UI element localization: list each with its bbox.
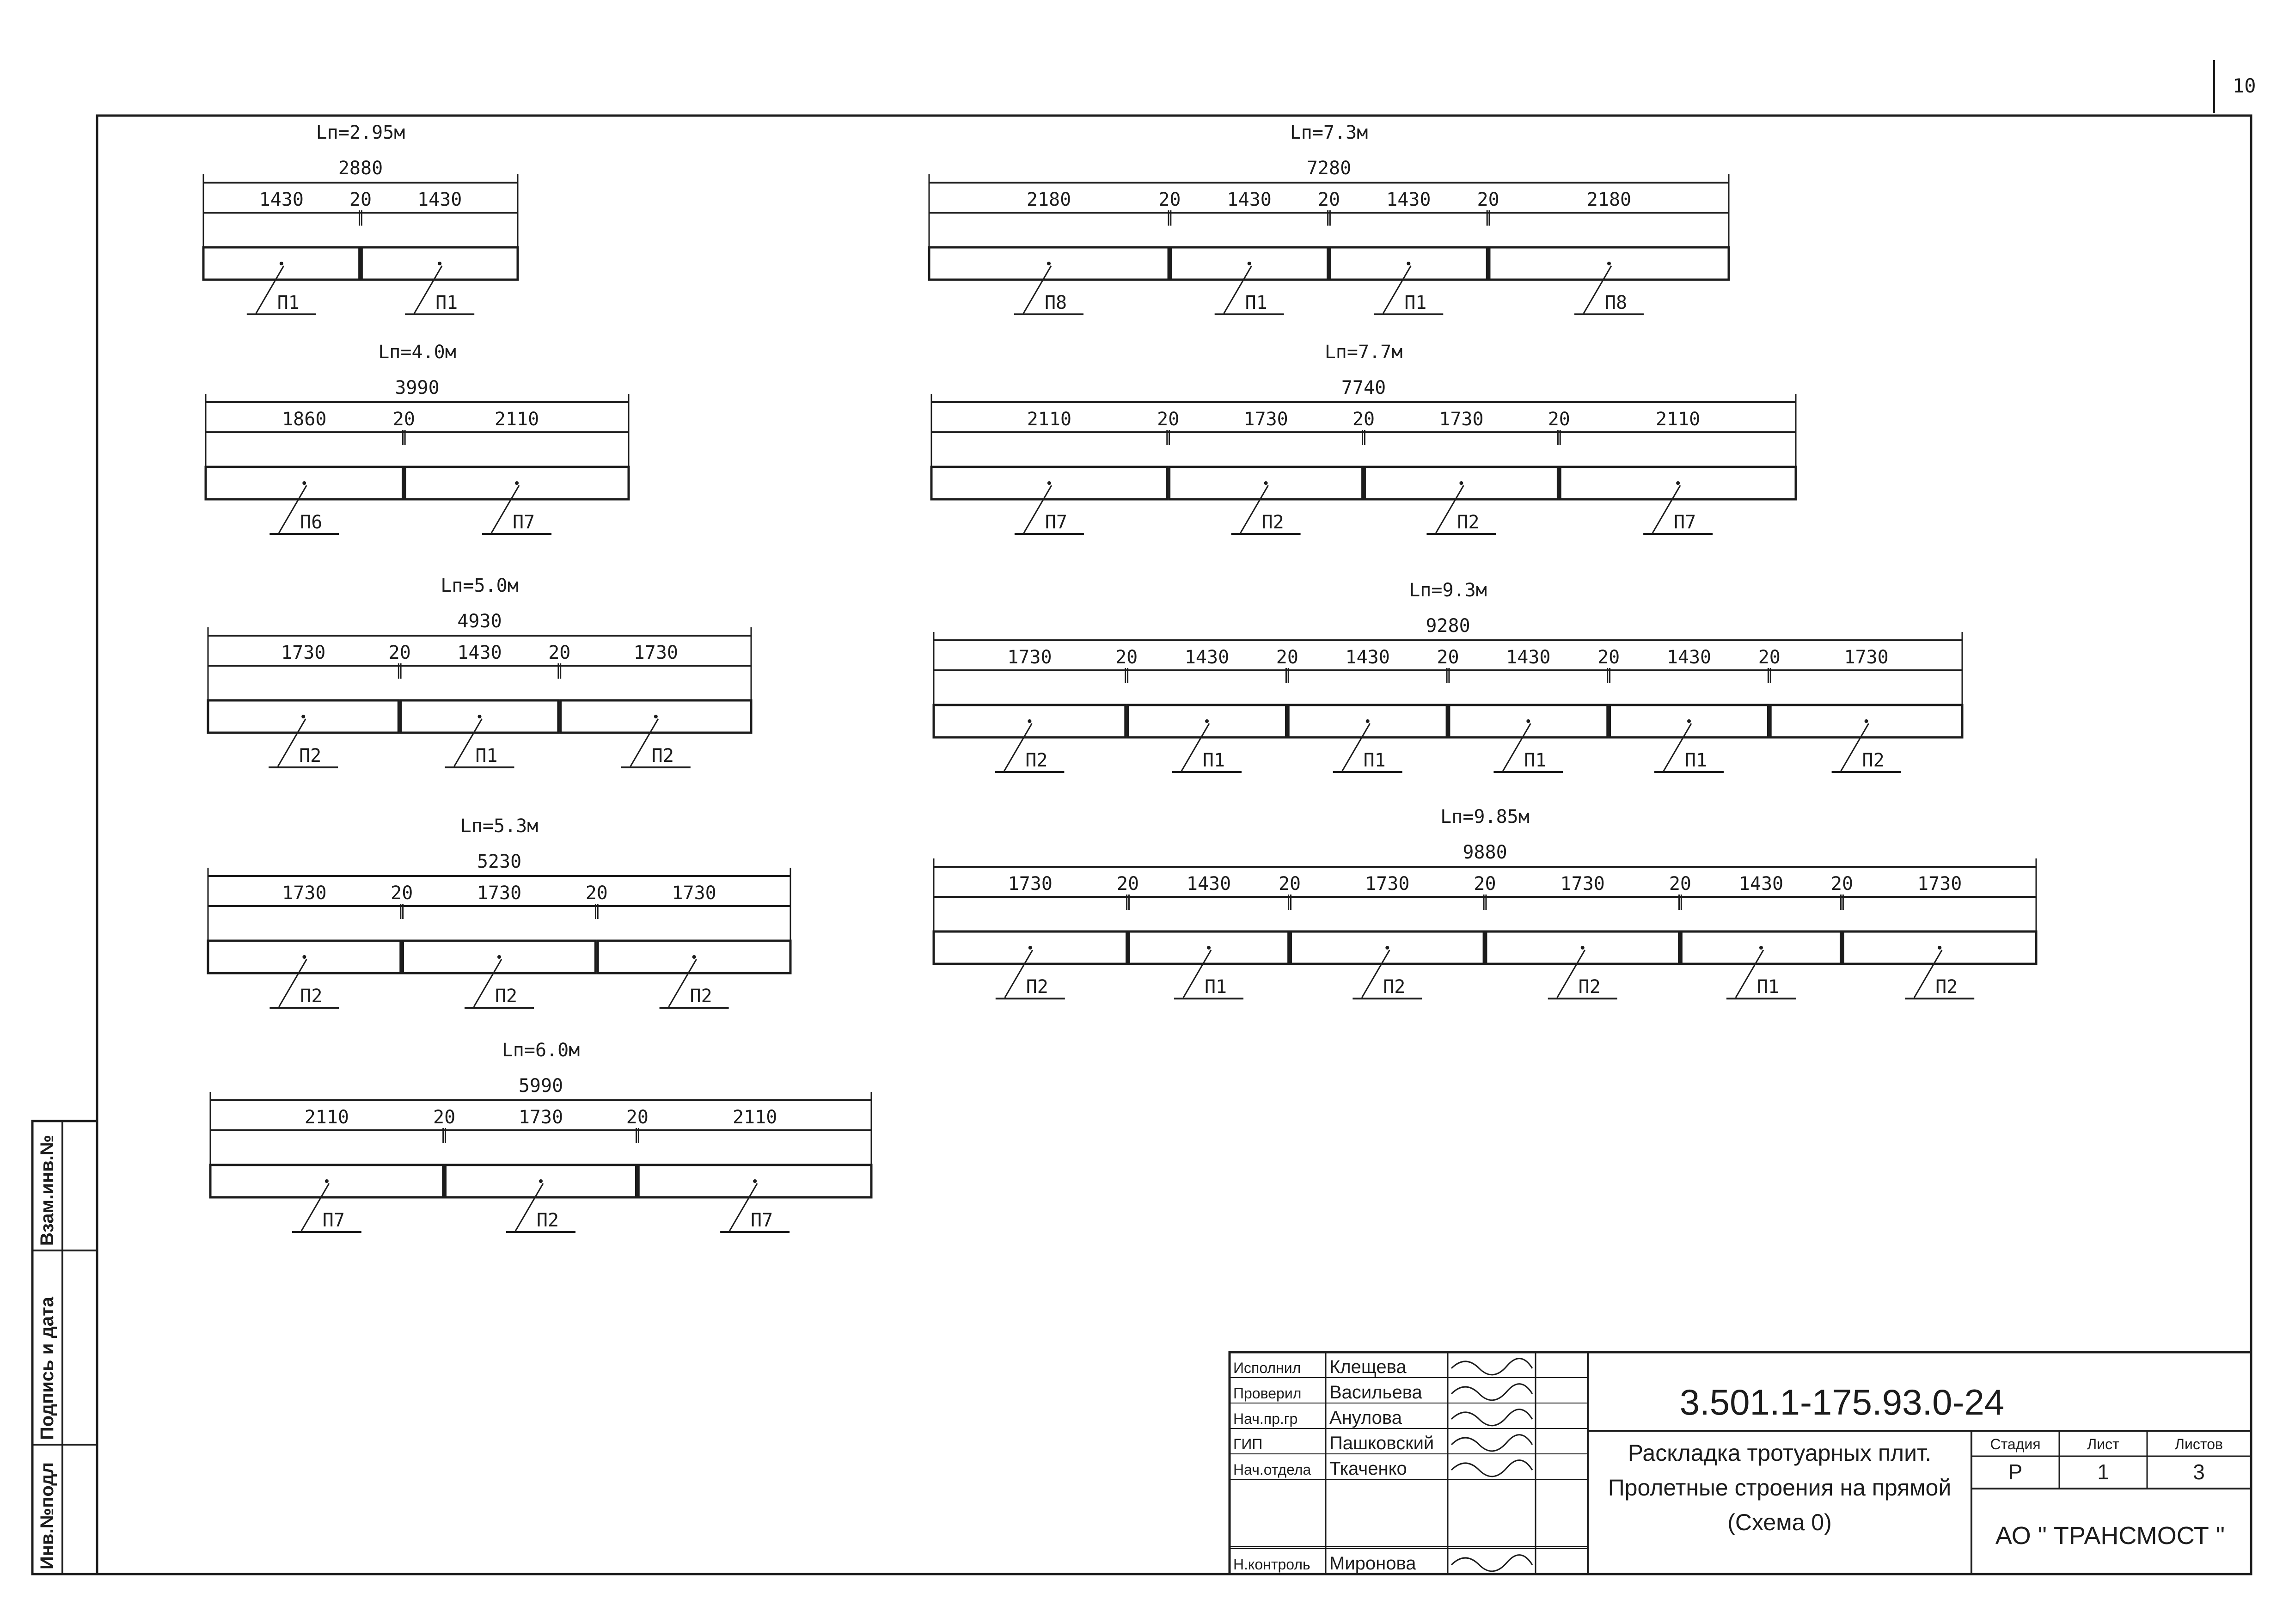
title-block-role: ГИП [1233, 1436, 1263, 1452]
slab-center-dot [1028, 946, 1032, 950]
segment-length: 2110 [1027, 409, 1072, 430]
sheet-title-line-2: Пролетные строения на прямой [1608, 1475, 1952, 1501]
total-length: 7280 [1306, 158, 1352, 179]
span-label: Lп=4.0м [378, 342, 456, 363]
sheet-label: Лист [2087, 1436, 2119, 1452]
span-label: Lп=7.7м [1324, 342, 1403, 363]
slab-center-dot [302, 955, 306, 959]
slab-center-dot [1047, 481, 1051, 485]
segment-length: 1430 [1666, 647, 1712, 668]
slab-mark: П7 [322, 1210, 345, 1231]
slab-center-dot [1607, 262, 1611, 265]
slab-mark: П1 [435, 292, 458, 313]
slab-mark: П1 [1202, 750, 1225, 771]
drawing-frame [97, 116, 2251, 1574]
slab-center-dot [515, 481, 519, 485]
sheet-title-line-1: Раскладка тротуарных плит. [1628, 1440, 1932, 1466]
span-label: Lп=5.0м [441, 575, 519, 596]
slab-mark: П1 [1363, 750, 1386, 771]
segment-length: 1430 [1184, 647, 1230, 668]
slab-mark: П2 [1457, 512, 1480, 533]
scheme-2 [208, 575, 751, 767]
slab-mark: П1 [1204, 976, 1227, 998]
segment-length: 1730 [281, 642, 326, 663]
joint-width: 20 [391, 882, 413, 904]
title-block-name: Анулова [1329, 1408, 1402, 1428]
scheme-8 [934, 806, 2036, 999]
joint-width: 20 [1352, 409, 1375, 430]
slab-center-dot [1028, 719, 1031, 723]
slab-mark: П2 [1383, 976, 1406, 998]
segment-length: 1430 [259, 189, 304, 210]
slab-mark: П1 [1524, 750, 1547, 771]
joint-width: 20 [626, 1107, 649, 1128]
segment-length: 1430 [1506, 647, 1551, 668]
slab-center-dot [1366, 719, 1370, 723]
segment-length: 1730 [1439, 409, 1484, 430]
slab-center-dot [497, 955, 501, 959]
slab-mark: П2 [1261, 512, 1284, 533]
slab-center-dot [302, 481, 306, 485]
title-block-role: Н.контроль [1233, 1556, 1310, 1573]
slab-mark: П2 [1578, 976, 1601, 998]
sheet-title-line-3: (Схема 0) [1727, 1509, 1832, 1535]
joint-width: 20 [1278, 873, 1301, 895]
signature-scribble [1451, 1555, 1532, 1571]
segment-length: 1730 [672, 882, 716, 904]
joint-width: 20 [1830, 873, 1854, 895]
title-block-role: Исполнил [1233, 1360, 1301, 1376]
scheme-4 [210, 1040, 871, 1232]
joint-width: 20 [1157, 409, 1180, 430]
span-label: Lп=6.0м [502, 1040, 580, 1061]
span-label: Lп=7.3м [1290, 122, 1368, 143]
segment-length: 1730 [1844, 647, 1889, 668]
title-block-name: Пашковский [1329, 1433, 1434, 1453]
span-label: Lп=9.85м [1440, 806, 1530, 827]
slab-center-dot [438, 262, 441, 265]
segment-length: 2110 [494, 409, 539, 430]
segment-length: 1730 [1243, 409, 1288, 430]
slab-center-dot [539, 1179, 543, 1183]
joint-width: 20 [1477, 189, 1499, 210]
page-number: 10 [2233, 74, 2256, 97]
signature-scribble [1451, 1359, 1532, 1375]
slab-center-dot [325, 1179, 329, 1183]
slab-mark: П1 [1245, 292, 1267, 313]
scheme-3 [208, 815, 790, 1008]
slab-mark: П2 [536, 1210, 559, 1231]
joint-width: 20 [1597, 647, 1620, 668]
total-length: 3990 [395, 377, 440, 398]
slab-mark: П2 [1025, 750, 1048, 771]
company-name: АО " ТРАНСМОСТ " [1995, 1522, 2225, 1550]
slab-center-dot [1687, 719, 1691, 723]
total-length: 4930 [457, 611, 502, 632]
joint-width: 20 [1115, 647, 1138, 668]
slab-center-dot [1047, 262, 1051, 265]
slab-mark: П1 [1756, 976, 1780, 998]
total-length: 5990 [518, 1075, 563, 1097]
slab-center-dot [1459, 481, 1463, 485]
slab-mark: П8 [1604, 292, 1628, 313]
joint-width: 20 [1317, 189, 1340, 210]
slab-center-dot [654, 715, 658, 718]
title-block-role: Нач.отдела [1233, 1461, 1311, 1478]
segment-length: 1430 [1227, 189, 1272, 210]
segment-length: 2110 [304, 1107, 349, 1128]
slab-center-dot [753, 1179, 757, 1183]
joint-width: 20 [1474, 873, 1496, 895]
slab-mark: П8 [1044, 292, 1067, 313]
slab-center-dot [1581, 946, 1585, 950]
sheets-value: 3 [2193, 1460, 2205, 1484]
slab-mark: П1 [475, 745, 498, 766]
segment-length: 1430 [457, 642, 502, 663]
total-length: 2880 [338, 158, 383, 179]
segment-length: 2110 [1655, 409, 1701, 430]
stage-label: Стадия [1990, 1436, 2041, 1452]
span-label: Lп=2.95м [316, 122, 405, 143]
joint-width: 20 [388, 642, 411, 663]
slab-mark: П2 [300, 986, 323, 1007]
slab-mark: П7 [751, 1210, 773, 1231]
joint-width: 20 [548, 642, 571, 663]
joint-width: 20 [1437, 647, 1459, 668]
slab-center-dot [1264, 481, 1268, 485]
title-block-name: Миронова [1329, 1553, 1416, 1574]
slab-mark: П1 [1684, 750, 1707, 771]
slab-center-dot [301, 715, 305, 718]
sheets-label: Листов [2175, 1436, 2223, 1452]
scheme-1 [206, 342, 629, 534]
slab-center-dot [1865, 719, 1868, 723]
signature-scribble [1451, 1384, 1532, 1400]
title-block [1230, 1352, 2251, 1574]
segment-length: 1860 [282, 409, 327, 430]
segment-length: 1730 [1008, 873, 1053, 895]
slab-center-dot [280, 262, 283, 265]
total-length: 9280 [1426, 615, 1470, 637]
slab-mark: П6 [300, 512, 323, 533]
slab-center-dot [1676, 481, 1680, 485]
joint-width: 20 [1758, 647, 1781, 668]
segment-length: 1430 [1186, 873, 1231, 895]
total-length: 9880 [1463, 842, 1507, 863]
slab-center-dot [1407, 262, 1410, 265]
segment-length: 1430 [1386, 189, 1431, 210]
span-label: Lп=9.3м [1409, 580, 1487, 601]
title-block-name: Клещева [1329, 1357, 1407, 1377]
segment-length: 1730 [1917, 873, 1962, 895]
total-length: 7740 [1341, 377, 1386, 398]
joint-width: 20 [1548, 409, 1570, 430]
slab-mark: П2 [495, 986, 518, 1007]
slab-mark: П2 [1026, 976, 1048, 998]
title-block-rows [1230, 1357, 1588, 1574]
title-block-name: Ткаченко [1329, 1459, 1407, 1479]
scheme-5 [929, 122, 1729, 314]
slab-center-dot [478, 715, 482, 718]
joint-width: 20 [1116, 873, 1139, 895]
sheet-value: 1 [2097, 1460, 2109, 1484]
slab-mark: П2 [299, 745, 322, 766]
segment-length: 1730 [1365, 873, 1410, 895]
total-length: 5230 [477, 851, 522, 872]
segment-length: 1730 [1007, 647, 1052, 668]
slab-mark: П7 [512, 512, 535, 533]
segment-length: 1730 [477, 882, 522, 904]
segment-length: 1730 [1560, 873, 1605, 895]
slab-mark: П2 [651, 745, 674, 766]
segment-length: 1730 [633, 642, 679, 663]
slab-mark: П2 [690, 986, 712, 1007]
slab-mark: П1 [277, 292, 300, 313]
slab-mark: П2 [1935, 976, 1958, 998]
stamp-signature-date: Подпись и дата [37, 1297, 57, 1440]
slab-mark: П1 [1404, 292, 1427, 313]
joint-width: 20 [349, 189, 372, 210]
title-block-role: Проверил [1233, 1385, 1302, 1402]
joint-width: 20 [1158, 189, 1181, 210]
slab-center-dot [692, 955, 696, 959]
title-block-name: Васильева [1329, 1382, 1422, 1403]
title-block-role: Нач.пр.гр [1233, 1410, 1298, 1427]
segment-length: 1730 [518, 1107, 563, 1128]
stamp-inv-podl: Инв.№подл [37, 1462, 57, 1569]
segment-length: 1730 [282, 882, 327, 904]
segment-length: 1430 [1738, 873, 1784, 895]
slab-center-dot [1759, 946, 1763, 950]
signature-scribble [1451, 1460, 1532, 1477]
slab-mark: П7 [1674, 512, 1696, 533]
slab-mark: П7 [1045, 512, 1067, 533]
slab-center-dot [1205, 719, 1209, 723]
segment-length: 1430 [417, 189, 462, 210]
scheme-0 [203, 122, 518, 314]
segment-length: 2110 [732, 1107, 777, 1128]
slab-mark: П2 [1862, 750, 1885, 771]
segment-length: 2180 [1026, 189, 1071, 210]
slab-center-dot [1385, 946, 1389, 950]
signature-scribble [1451, 1410, 1532, 1426]
slab-center-dot [1526, 719, 1530, 723]
joint-width: 20 [1276, 647, 1298, 668]
signature-scribble [1451, 1435, 1532, 1451]
joint-width: 20 [392, 409, 415, 430]
segment-length: 1430 [1345, 647, 1390, 668]
slab-center-dot [1248, 262, 1251, 265]
joint-width: 20 [1669, 873, 1692, 895]
slab-center-dot [1938, 946, 1941, 950]
span-label: Lп=5.3м [460, 815, 539, 837]
stage-value: Р [2008, 1460, 2023, 1484]
scheme-7 [934, 580, 1962, 772]
slab-center-dot [1207, 946, 1211, 950]
joint-width: 20 [585, 882, 608, 904]
segment-length: 2180 [1586, 189, 1632, 210]
side-stamp [32, 1121, 97, 1574]
document-code: 3.501.1-175.93.0-24 [1679, 1382, 2005, 1422]
joint-width: 20 [433, 1107, 456, 1128]
scheme-6 [931, 342, 1796, 534]
slab-layout-schemes [203, 122, 2036, 1232]
stamp-vzam-inv: Взам.инв.№ [37, 1134, 57, 1246]
